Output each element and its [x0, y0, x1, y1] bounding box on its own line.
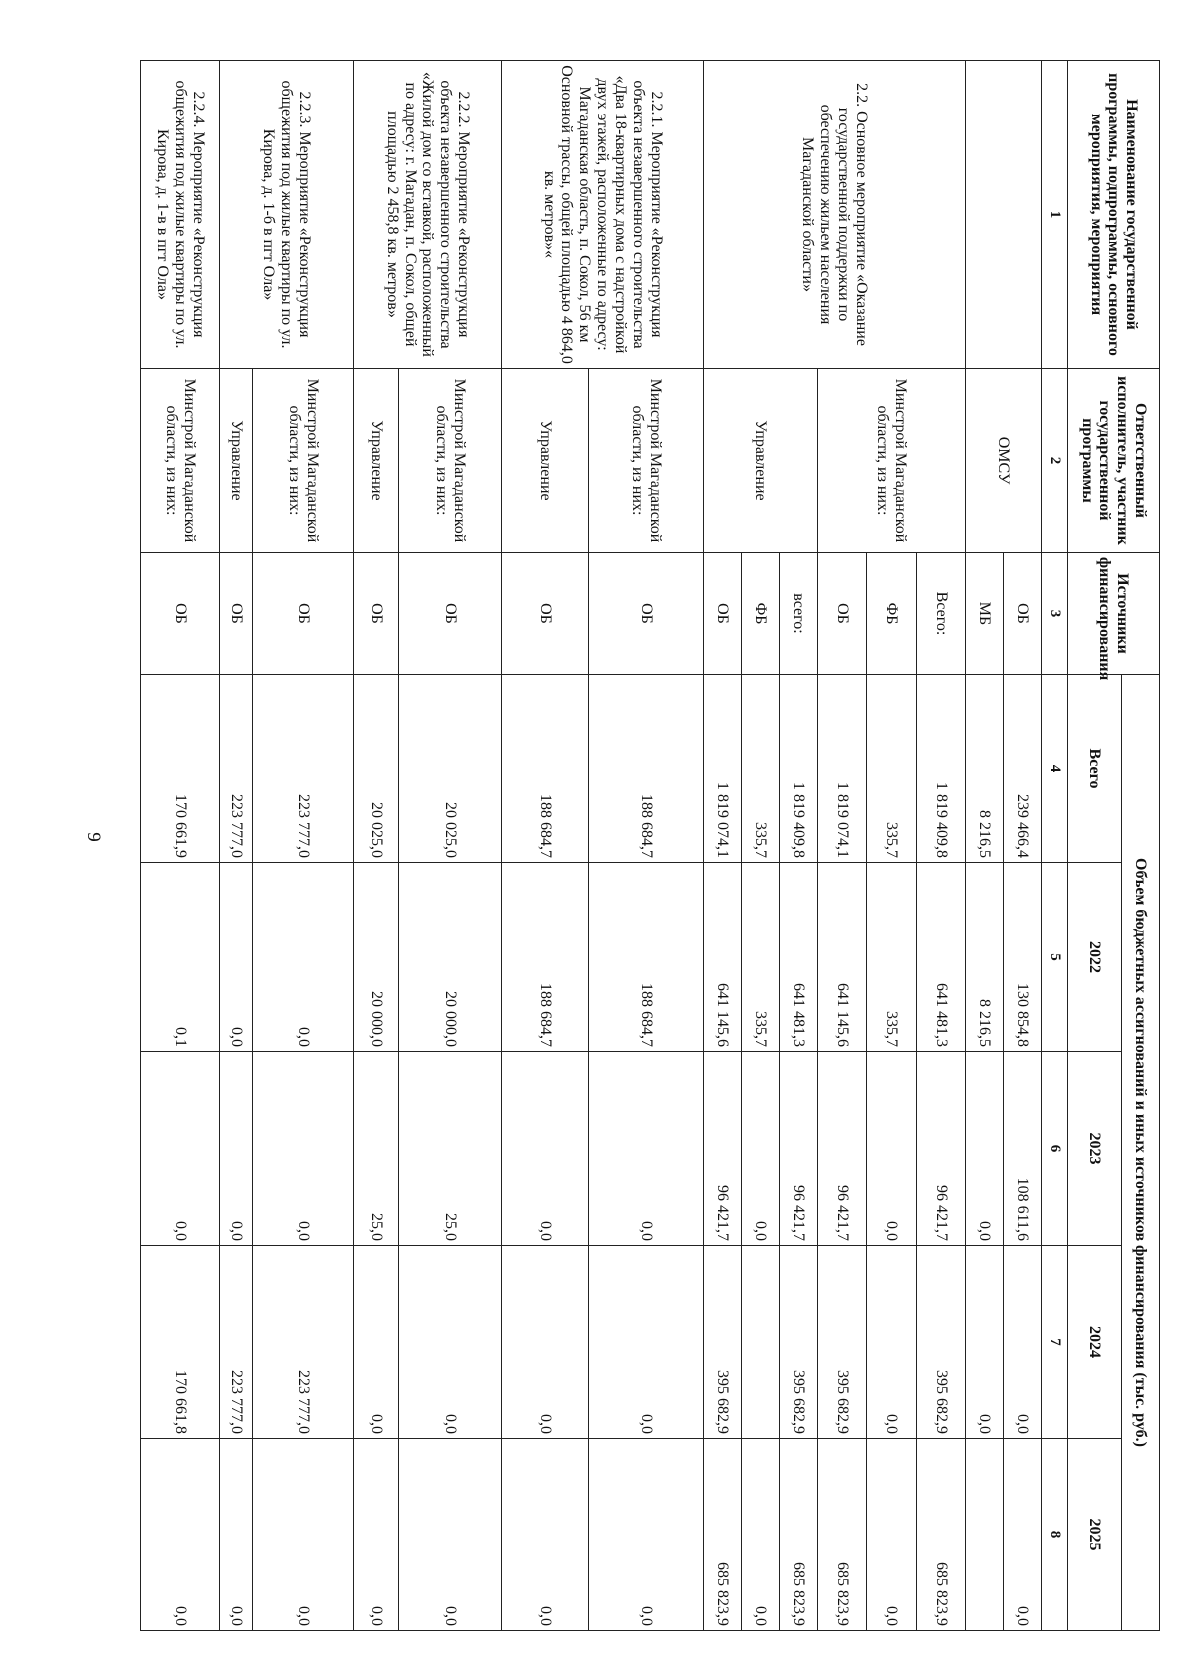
value-2024 — [741, 1246, 779, 1439]
executor-cell: Управление — [703, 369, 817, 553]
source-cell: ОБ — [219, 553, 253, 675]
value-2023: 0,0 — [501, 1052, 588, 1246]
source-cell: ОБ — [354, 553, 399, 675]
value-2025: 0,0 — [253, 1439, 354, 1631]
header-volume: Объем бюджетных ассигнований и иных источников финансирования (тыс. руб.) — [1122, 675, 1160, 1631]
value-2022: 641 481,3 — [916, 863, 965, 1052]
value-2023: 0,0 — [589, 1052, 703, 1246]
value-2022: 0,0 — [219, 863, 253, 1052]
table-row — [1003, 61, 1041, 1631]
executor-cell: ОМСУ — [965, 369, 1041, 553]
source-cell: ФБ — [867, 553, 916, 675]
value-2024: 0,0 — [867, 1246, 916, 1439]
source-cell: ОБ — [589, 553, 703, 675]
program-name-cell: 2.2.2. Мероприятие «Реконструкция объекта незавершенного строительства «Жилой дом со вставкой, расположенный по адресу: г. Магадан, п. Сокол, общей площадью 2 458,8 кв. метров» — [354, 61, 502, 369]
value-2023: 108 611,6 — [1003, 1052, 1041, 1246]
source-cell: всего: — [779, 553, 817, 675]
value-2024: 0,0 — [354, 1246, 399, 1439]
header-program-name: Наименование государственной программы, подпрограммы, основного мероприятия, мероприятия — [1068, 61, 1160, 369]
value-total: 239 466,4 — [1003, 675, 1041, 863]
header-total: Всего — [1068, 675, 1122, 863]
value-2023: 25,0 — [354, 1052, 399, 1246]
page-number: 9 — [83, 832, 104, 842]
table-wrapper — [140, 60, 1160, 1630]
executor-cell: Управление — [219, 369, 253, 553]
column-number: 1 — [1042, 61, 1068, 369]
executor-cell: Минстрой Магаданской области, из них: — [589, 369, 703, 553]
value-2024: 223 777,0 — [253, 1246, 354, 1439]
header-2022: 2022 — [1068, 863, 1122, 1052]
value-total: 335,7 — [867, 675, 916, 863]
value-2025: 685 823,9 — [916, 1439, 965, 1631]
value-total: 20 025,0 — [398, 675, 501, 863]
value-2022: 335,7 — [867, 863, 916, 1052]
value-total: 20 025,0 — [354, 675, 399, 863]
column-number: 6 — [1042, 1052, 1068, 1246]
value-2025: 0,0 — [867, 1439, 916, 1631]
source-cell: ФБ — [741, 553, 779, 675]
value-2024: 395 682,9 — [817, 1246, 866, 1439]
value-2024: 0,0 — [501, 1246, 588, 1439]
rotated-table-container — [140, 60, 1160, 1630]
value-2023: 96 421,7 — [779, 1052, 817, 1246]
source-cell: ОБ — [1003, 553, 1041, 675]
value-2024: 395 682,9 — [703, 1246, 741, 1439]
value-2022: 130 854,8 — [1003, 863, 1041, 1052]
column-number: 7 — [1042, 1246, 1068, 1439]
value-2024: 395 682,9 — [779, 1246, 817, 1439]
source-cell: ОБ — [398, 553, 501, 675]
value-2023: 0,0 — [219, 1052, 253, 1246]
value-total: 223 777,0 — [253, 675, 354, 863]
value-2025 — [965, 1439, 1003, 1631]
value-2023: 0,0 — [867, 1052, 916, 1246]
table-row — [589, 61, 703, 1631]
source-cell: ОБ — [817, 553, 866, 675]
value-2023: 0,0 — [965, 1052, 1003, 1246]
program-name-cell — [965, 61, 1041, 369]
value-total: 223 777,0 — [219, 675, 253, 863]
source-cell: МБ — [965, 553, 1003, 675]
value-total: 1 819 074,1 — [703, 675, 741, 863]
value-2025: 685 823,9 — [779, 1439, 817, 1631]
value-2023: 96 421,7 — [703, 1052, 741, 1246]
value-2023: 0,0 — [741, 1052, 779, 1246]
table-row — [253, 61, 354, 1631]
value-2022: 0,1 — [141, 863, 220, 1052]
value-total: 188 684,7 — [501, 675, 588, 863]
header-2025: 2025 — [1068, 1439, 1122, 1631]
program-name-cell: 2.2.3. Мероприятие «Реконструкция общежития под жилые квартиры по ул. Кирова, д. 1-б в пгт Ола» — [219, 61, 353, 369]
program-name-cell: 2.2.4. Мероприятие «Реконструкция общежития под жилые квартиры по ул. Кирова, д. 1-в в пгт Ола» — [141, 61, 220, 369]
value-2023: 0,0 — [141, 1052, 220, 1246]
executor-cell: Минстрой Магаданской области, из них: — [817, 369, 965, 553]
value-2025: 0,0 — [1003, 1439, 1041, 1631]
value-2024: 223 777,0 — [219, 1246, 253, 1439]
column-number: 3 — [1042, 553, 1068, 675]
executor-cell: Минстрой Магаданской области, из них: — [398, 369, 501, 553]
executor-cell: Управление — [501, 369, 588, 553]
value-2023: 25,0 — [398, 1052, 501, 1246]
value-total: 8 216,5 — [965, 675, 1003, 863]
value-2024: 0,0 — [965, 1246, 1003, 1439]
value-2025: 0,0 — [219, 1439, 253, 1631]
value-2025: 685 823,9 — [703, 1439, 741, 1631]
header-2023: 2023 — [1068, 1052, 1122, 1246]
value-2022: 188 684,7 — [501, 863, 588, 1052]
value-total: 1 819 409,8 — [779, 675, 817, 863]
value-2022: 20 000,0 — [398, 863, 501, 1052]
value-2025: 0,0 — [354, 1439, 399, 1631]
value-2022: 335,7 — [741, 863, 779, 1052]
source-cell: ОБ — [253, 553, 354, 675]
value-total: 188 684,7 — [589, 675, 703, 863]
value-2022: 8 216,5 — [965, 863, 1003, 1052]
executor-cell: Управление — [354, 369, 399, 553]
program-name-cell: 2.2. Основное мероприятие «Оказание государственной поддержки по обеспечению жильем населения Магаданской области» — [703, 61, 965, 369]
column-number: 5 — [1042, 863, 1068, 1052]
header-2024: 2024 — [1068, 1246, 1122, 1439]
source-cell: ОБ — [501, 553, 588, 675]
header-sources: Источники финансирования — [1068, 553, 1160, 675]
value-2024: 0,0 — [589, 1246, 703, 1439]
value-2025: 685 823,9 — [817, 1439, 866, 1631]
executor-cell: Минстрой Магаданской области, из них: — [253, 369, 354, 553]
executor-cell: Минстрой Магаданской области, из них: — [141, 369, 220, 553]
value-2022: 641 145,6 — [703, 863, 741, 1052]
program-name-cell: 2.2.1. Мероприятие «Реконструкция объекта незавершенного строительства «Два 18-квартирных дома с надстройкой двух этажей, расположенные по адресу: Магаданская область, п. Сокол, 56 км Основной трассы, общей площадью 4 864,0 кв. метров»« — [501, 61, 703, 369]
financing-table — [140, 60, 1160, 1631]
value-total: 1 819 074,1 — [817, 675, 866, 863]
value-2023: 96 421,7 — [916, 1052, 965, 1246]
value-2025: 0,0 — [398, 1439, 501, 1631]
value-2022: 641 145,6 — [817, 863, 866, 1052]
table-row — [141, 61, 220, 1631]
value-2025: 0,0 — [589, 1439, 703, 1631]
value-2023: 96 421,7 — [817, 1052, 866, 1246]
source-cell: ОБ — [141, 553, 220, 675]
table-row — [916, 61, 965, 1631]
column-number: 4 — [1042, 675, 1068, 863]
value-2022: 20 000,0 — [354, 863, 399, 1052]
value-2022: 641 481,3 — [779, 863, 817, 1052]
source-cell: ОБ — [703, 553, 741, 675]
column-number: 8 — [1042, 1439, 1068, 1631]
table-row — [398, 61, 501, 1631]
value-2024: 395 682,9 — [916, 1246, 965, 1439]
value-2024: 170 661,8 — [141, 1246, 220, 1439]
value-total: 170 661,9 — [141, 675, 220, 863]
value-2022: 0,0 — [253, 863, 354, 1052]
value-2022: 188 684,7 — [589, 863, 703, 1052]
value-2023: 0,0 — [253, 1052, 354, 1246]
source-cell: Всего: — [916, 553, 965, 675]
value-2025: 0,0 — [141, 1439, 220, 1631]
value-total: 1 819 409,8 — [916, 675, 965, 863]
header-executor: Ответственный исполнитель, участник государственной программы — [1068, 369, 1160, 553]
value-2025: 0,0 — [741, 1439, 779, 1631]
value-total: 335,7 — [741, 675, 779, 863]
column-number: 2 — [1042, 369, 1068, 553]
value-2024: 0,0 — [1003, 1246, 1041, 1439]
value-2025: 0,0 — [501, 1439, 588, 1631]
value-2024: 0,0 — [398, 1246, 501, 1439]
